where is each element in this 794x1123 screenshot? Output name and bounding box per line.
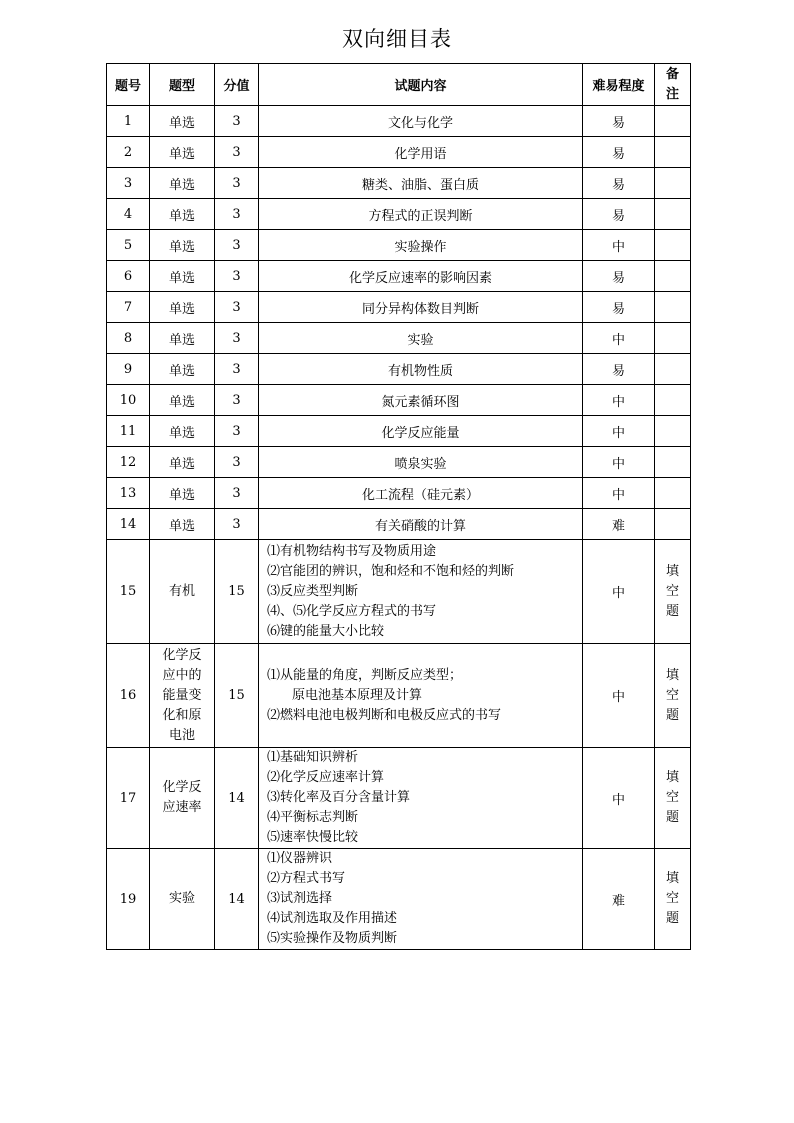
table-row	[107, 261, 691, 292]
question-remark	[655, 540, 691, 644]
question-remark	[655, 137, 691, 168]
question-remark-char: 空	[665, 583, 679, 599]
question-difficulty: 易	[583, 137, 655, 168]
question-remark-char: 题	[665, 707, 679, 723]
question-score: 3	[215, 168, 259, 199]
question-remark	[655, 385, 691, 416]
question-number: 12	[107, 447, 150, 478]
table-row	[107, 644, 691, 748]
question-score: 3	[215, 230, 259, 261]
question-type	[150, 644, 215, 748]
question-score: 15	[215, 540, 259, 644]
content-line: ⑵官能团的辨识，饱和烃和不饱和烃的判断	[267, 563, 515, 579]
question-type: 单选	[150, 509, 215, 540]
question-type-line: 应中的	[162, 667, 202, 683]
header-difficulty: 难易程度	[583, 64, 655, 106]
question-number: 10	[107, 385, 150, 416]
question-remark	[655, 478, 691, 509]
table-row	[107, 447, 691, 478]
question-type: 单选	[150, 447, 215, 478]
question-content	[259, 849, 583, 950]
question-remark	[655, 644, 691, 748]
table-row	[107, 230, 691, 261]
question-remark-char: 空	[665, 790, 679, 805]
question-type: 单选	[150, 230, 215, 261]
content-line: ⑵燃料电池电极判断和电极反应式的书写	[267, 707, 502, 723]
question-content: 实验	[259, 323, 583, 354]
question-number: 14	[107, 509, 150, 540]
question-content: 糖类、油脂、蛋白质	[259, 168, 583, 199]
question-number: 6	[107, 261, 150, 292]
question-type	[150, 849, 215, 950]
table-row	[107, 849, 691, 950]
question-difficulty: 易	[583, 261, 655, 292]
question-number: 5	[107, 230, 150, 261]
question-difficulty: 易	[583, 199, 655, 230]
question-score: 3	[215, 416, 259, 447]
question-remark	[655, 292, 691, 323]
question-content: 有机物性质	[259, 354, 583, 385]
question-content: 氮元素循环图	[259, 385, 583, 416]
question-difficulty: 中	[583, 323, 655, 354]
table-row	[107, 540, 691, 644]
question-score: 14	[215, 849, 259, 950]
question-number: 2	[107, 137, 150, 168]
question-score: 3	[215, 292, 259, 323]
question-content: 同分异构体数目判断	[259, 292, 583, 323]
content-line: ⑴有机物结构书写及物质用途	[267, 543, 437, 559]
question-score: 3	[215, 261, 259, 292]
table-row	[107, 509, 691, 540]
question-content: 实验操作	[259, 230, 583, 261]
question-content: 文化与化学	[259, 106, 583, 137]
question-type-line: 实验	[168, 891, 195, 906]
header-no: 题号	[107, 64, 150, 106]
question-type: 单选	[150, 261, 215, 292]
question-remark-char: 空	[665, 891, 679, 906]
table-row	[107, 137, 691, 168]
question-remark	[655, 168, 691, 199]
question-content: 化工流程（硅元素）	[259, 478, 583, 509]
header-remark	[655, 64, 691, 106]
question-difficulty: 易	[583, 106, 655, 137]
question-type	[150, 748, 215, 849]
question-remark	[655, 509, 691, 540]
question-number: 19	[107, 849, 150, 950]
question-type-line: 化学反	[162, 647, 202, 663]
table-row	[107, 416, 691, 447]
question-score: 3	[215, 385, 259, 416]
table-row	[107, 106, 691, 137]
question-type	[150, 540, 215, 644]
question-number: 8	[107, 323, 150, 354]
table-row	[107, 168, 691, 199]
question-remark	[655, 354, 691, 385]
question-content	[259, 748, 583, 849]
question-difficulty: 中	[583, 447, 655, 478]
question-number: 13	[107, 478, 150, 509]
question-score: 14	[215, 748, 259, 849]
question-type: 单选	[150, 106, 215, 137]
question-score: 3	[215, 478, 259, 509]
question-type: 单选	[150, 168, 215, 199]
table-row	[107, 199, 691, 230]
question-difficulty: 中	[583, 385, 655, 416]
header-remark-char: 注	[665, 86, 679, 102]
question-content: 喷泉实验	[259, 447, 583, 478]
question-remark	[655, 447, 691, 478]
question-remark	[655, 416, 691, 447]
question-remark	[655, 199, 691, 230]
question-number: 1	[107, 106, 150, 137]
question-number: 9	[107, 354, 150, 385]
question-type: 单选	[150, 354, 215, 385]
specification-table	[106, 63, 691, 950]
question-remark	[655, 106, 691, 137]
question-number: 3	[107, 168, 150, 199]
question-difficulty: 中	[583, 644, 655, 748]
question-difficulty: 易	[583, 292, 655, 323]
question-content	[259, 644, 583, 748]
question-difficulty: 中	[583, 416, 655, 447]
question-type: 单选	[150, 199, 215, 230]
content-line: ⑵化学反应速率计算	[267, 770, 385, 785]
question-remark-char: 空	[665, 687, 679, 703]
question-score: 3	[215, 199, 259, 230]
table-row	[107, 748, 691, 849]
question-type: 单选	[150, 137, 215, 168]
question-score: 3	[215, 447, 259, 478]
question-remark-char: 填	[665, 667, 679, 683]
content-line: 原电池基本原理及计算	[292, 687, 423, 703]
content-line: ⑸速率快慢比较	[267, 830, 359, 845]
question-content: 有关硝酸的计算	[259, 509, 583, 540]
table-row	[107, 292, 691, 323]
question-difficulty: 难	[583, 509, 655, 540]
question-difficulty: 易	[583, 354, 655, 385]
question-remark-char: 填	[665, 770, 679, 785]
content-line: ⑹键的能量大小比较	[267, 623, 385, 639]
question-number: 11	[107, 416, 150, 447]
question-type-line: 电池	[168, 727, 195, 743]
page-title: 双向细目表	[342, 27, 452, 51]
question-difficulty: 中	[583, 540, 655, 644]
question-difficulty: 难	[583, 849, 655, 950]
question-score: 3	[215, 106, 259, 137]
table-row	[107, 478, 691, 509]
question-remark-char: 题	[665, 810, 679, 825]
question-difficulty: 中	[583, 478, 655, 509]
question-content: 方程式的正误判断	[259, 199, 583, 230]
content-line: ⑸实验操作及物质判断	[267, 931, 398, 946]
question-type-line: 有机	[168, 583, 195, 599]
question-type-line: 应速率	[162, 800, 202, 815]
question-score: 3	[215, 137, 259, 168]
question-type: 单选	[150, 478, 215, 509]
question-type-line: 化学反	[162, 780, 202, 795]
question-number: 17	[107, 748, 150, 849]
question-content: 化学用语	[259, 137, 583, 168]
content-line: ⑴从能量的角度，判断反应类型；	[267, 667, 463, 683]
header-row	[107, 64, 691, 106]
question-number: 7	[107, 292, 150, 323]
question-content	[259, 540, 583, 644]
question-type: 单选	[150, 323, 215, 354]
question-content: 化学反应速率的影响因素	[259, 261, 583, 292]
question-difficulty: 易	[583, 168, 655, 199]
header-remark-char: 备	[665, 66, 679, 82]
question-score: 15	[215, 644, 259, 748]
question-remark	[655, 849, 691, 950]
question-score: 3	[215, 354, 259, 385]
question-remark	[655, 748, 691, 849]
question-type-line: 能量变	[162, 687, 202, 703]
content-line: ⑵方程式书写	[267, 871, 346, 886]
content-line: ⑶试剂选择	[267, 891, 333, 906]
question-remark	[655, 230, 691, 261]
content-line: ⑴仪器辨识	[267, 851, 333, 866]
content-line: ⑷、⑸化学反应方程式的书写	[267, 603, 437, 619]
header-type: 题型	[150, 64, 215, 106]
question-type: 单选	[150, 292, 215, 323]
question-remark-char: 题	[665, 911, 679, 926]
question-remark-char: 填	[665, 871, 679, 886]
question-remark	[655, 261, 691, 292]
question-type: 单选	[150, 385, 215, 416]
question-number: 4	[107, 199, 150, 230]
header-content: 试题内容	[259, 64, 583, 106]
question-remark-char: 填	[665, 563, 679, 579]
content-line: ⑴基础知识辨析	[267, 750, 359, 765]
content-line: ⑶反应类型判断	[267, 583, 359, 599]
content-line: ⑷平衡标志判断	[267, 810, 359, 825]
question-number: 16	[107, 644, 150, 748]
content-line: ⑷试剂选取及作用描述	[267, 911, 398, 926]
table-row	[107, 354, 691, 385]
question-difficulty: 中	[583, 748, 655, 849]
question-type-line: 化和原	[162, 707, 202, 723]
header-score: 分值	[215, 64, 259, 106]
question-remark	[655, 323, 691, 354]
question-score: 3	[215, 323, 259, 354]
question-difficulty: 中	[583, 230, 655, 261]
question-number: 15	[107, 540, 150, 644]
content-line: ⑶转化率及百分含量计算	[267, 790, 411, 805]
question-content: 化学反应能量	[259, 416, 583, 447]
table-row	[107, 385, 691, 416]
table-row	[107, 323, 691, 354]
question-type: 单选	[150, 416, 215, 447]
question-remark-char: 题	[665, 603, 679, 619]
question-score: 3	[215, 509, 259, 540]
